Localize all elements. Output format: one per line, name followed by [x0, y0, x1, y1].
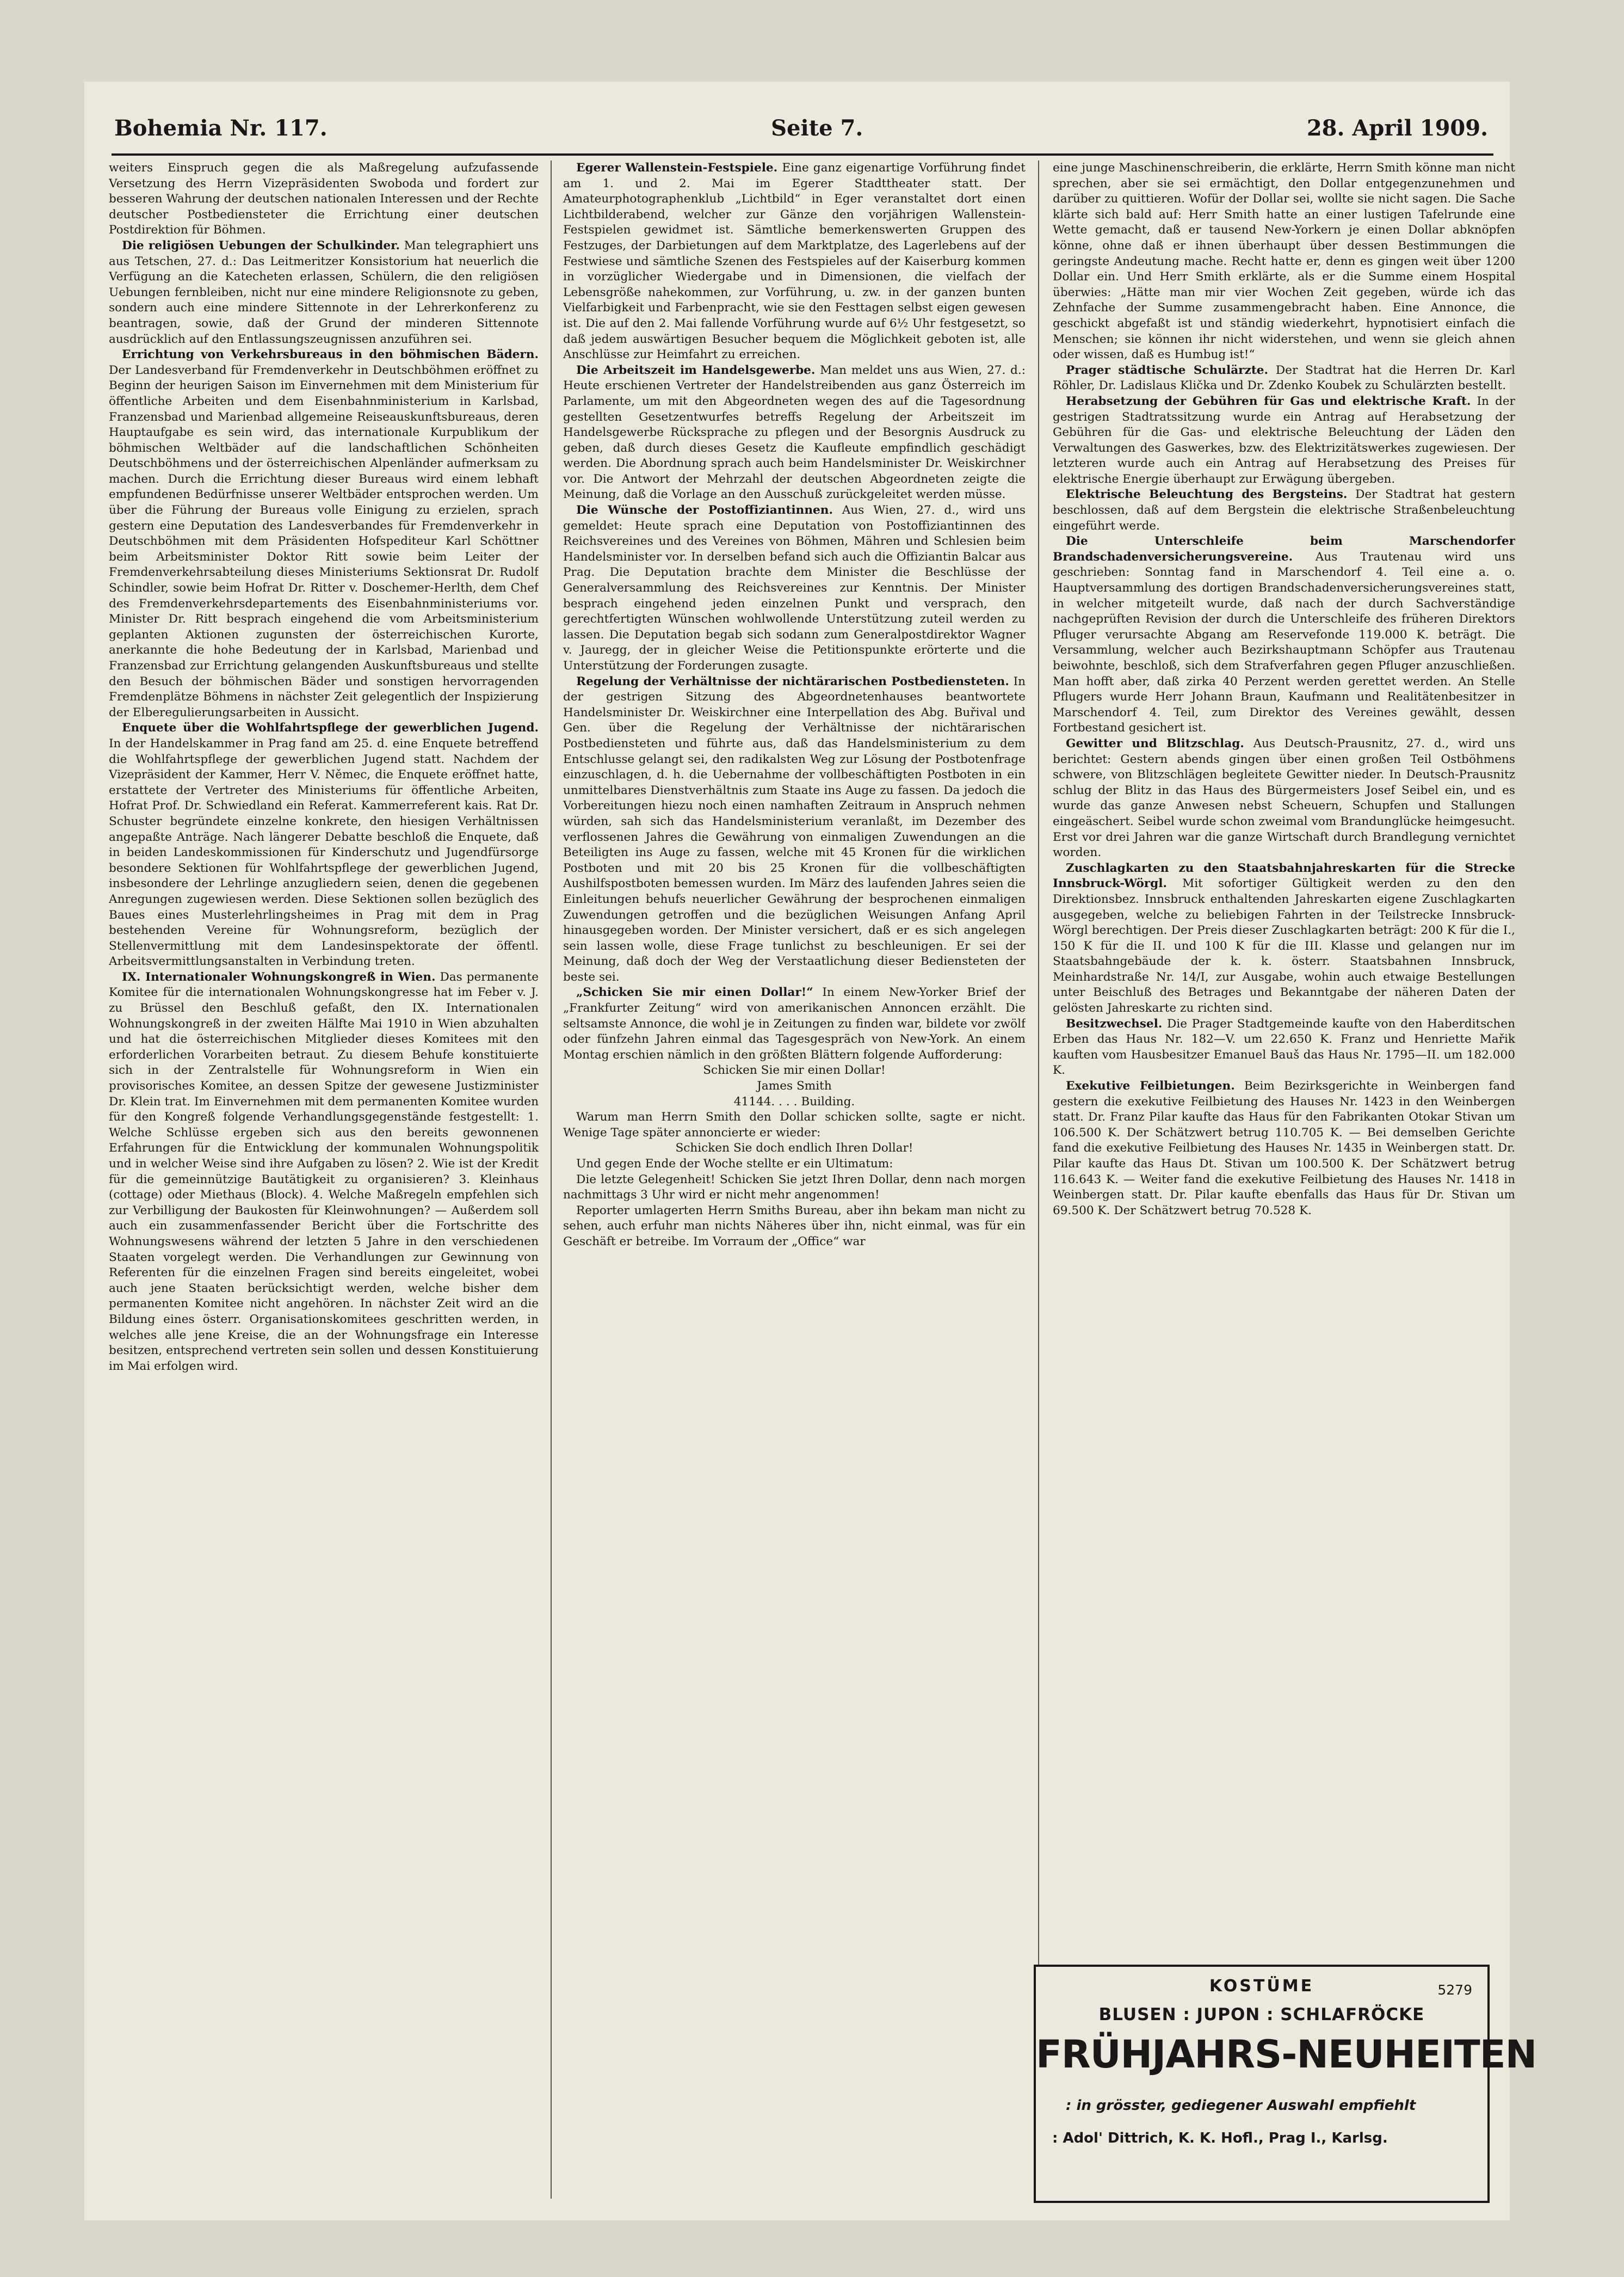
article-text: Mit sofortiger Gültigkeit werden zu den den Direktionsbez. Innsbruck enthaltenden Jahreskarten eigene Zuschlagkarten ausgegeben, welche zu beliebigen Fahrten in der Teilstrecke Innsbruck-Wörgl berechtigen. Der Preis dieser Zuschlagkarten beträgt: 200 K für die I., 150 K für die II. und 100 K für die III. Klasse und gelangen nur im Staatsbahngebäude der k. k. österr. Staatsbahnen Innsbruck, Meinhardstraße Nr. 14/I, zur Ausgabe, wohin auch etwaige Bestellungen unter Beischluß des Betrages und Bekanntgabe der näheren Daten der gelösten Jahreskarte zu richten sind.: [1053, 877, 1515, 1016]
advert-merchant: : Adol' Dittrich, K. K. Hofl., Prag I., Karlsg.: [1052, 2130, 1388, 2146]
article-headline: Die religiösen Uebungen der Schulkinder.: [122, 238, 400, 253]
quoted-ad-line: Schicken Sie mir einen Dollar!: [703, 1063, 886, 1078]
article-headline: Die Arbeitszeit im Handelsgewerbe.: [576, 363, 816, 377]
quoted-ad-line: James Smith: [757, 1079, 832, 1093]
article-text: Eine ganz eigenartige Vorführung findet am 1. und 2. Mai im Egerer Stadttheater statt. Der Amateurphotographenklub „Lichtbild“ in Eger veranstaltet dort einen Lichtbilderabend, welcher zur Gänze den vorjährigen Wallenstein-Festspielen gewidmet ist. Sämtliche bemerkenswerten Gruppen des Festzuges, der Darbietungen auf dem Marktplatze, des Lagerlebens auf der Festwiese und sämtliche Szenen des Festspieles auf der Kaiserburg kommen in vorzüglicher Wiedergabe und in Dimensionen, die vielfach der Lebensgröße nahekommen, zur Vorführung, u. zw. in der ganzen bunten Vielfarbigkeit und Farbenpracht, wie sie den Festtagen selbst eigen gewesen ist. Die auf den 2. Mai fallende Vorführung wurde auf 6½ Uhr festgesetzt, so daß jedem auswärtigen Besucher bequem die Möglichkeit geboten ist, alle Anschlüsse zur Heimfahrt zu erreichen.: [563, 161, 1026, 362]
article-text: weiters Einspruch gegen die als Maßregelung aufzufassende Versetzung des Herrn Vizepräsidenten Swoboda und fordert zur besseren Wahrung der deutschen nationalen Interessen und der Rechte deutscher Postbediensteter die Errichtung einer deutschen Postdirektion für Böhmen.: [109, 161, 539, 237]
article-text: Man meldet uns aus Wien, 27. d.: Heute erschienen Vertreter der Handelstreibenden aus ganz Österreich im Parlamente, um mit den Abgeordneten wegen des auf die Tagesordnung gestellten Gesetzentwurfes betreffs Regelung der Arbeitszeit im Handelsgewerbe Rücksprache zu pflegen und der Besorgnis Ausdruck zu geben, daß durch dieses Gesetz die Kaufleute empfindlich geschädigt werden. Die Abordnung sprach auch beim Handelsminister Dr. Weiskirchner vor. Die Antwort der Mehrzahl der deutschen Abgeordneten zeigte die Meinung, daß die Vorlage an den Ausschuß zurückgeleitet werden müsse.: [563, 363, 1026, 502]
article-headline: Besitzwechsel.: [1066, 1017, 1163, 1031]
newspaper-page: [84, 82, 1537, 2220]
article-text: Reporter umlagerten Herrn Smiths Bureau, aber ihn bekam man nicht zu sehen, auch erfuhr man nichts Näheres über ihn, nicht einmal, was für ein Geschäft er betreibe. Im Vorraum der „Office“ war: [563, 1203, 1026, 1248]
article-text: Der Stadtrat hat gestern beschlossen, daß auf dem Bergstein die elektrische Straßenbeleuchtung eingeführt werde.: [1053, 488, 1515, 533]
article-text: Der Stadtrat hat die Herren Dr. Karl Röhler, Dr. Ladislaus Klička und Dr. Zdenko Koubek zu Schulärzten bestellt.: [1053, 363, 1515, 393]
article-headline: Herabsetzung der Gebühren für Gas und elektrische Kraft.: [1066, 394, 1471, 408]
header-rule: [112, 153, 1493, 156]
article-text: In der Handelskammer in Prag fand am 25. d. eine Enquete betreffend die Wohlfahrtspflege der gewerblichen Jugend statt. Nachdem der Vizepräsident der Kammer, Herr V. Němec, die Enquete eröffnet hatte, erstattete der Vertreter des Ministeriums für öffentliche Arbeiten, Hofrat Prof. Dr. Schwiedland ein Referat. Kammerreferent kais. Rat Dr. Schuster begründete einzelne konkrete, den hiesigen Verhältnissen angepaßte Anträge. Nach längerer Debatte beschloß die Enquete, daß in beiden Landeskommissionen für Kinderschutz und Jugendfürsorge besondere Sektionen für Wohlfahrtspflege der gewerblichen Jugend, insbesondere der Lehrlinge anzugliedern seien, denen die gegebenen Anregungen zugewiesen werden. Diese Sektionen sollen bezüglich des Baues eines Musterlehrlingsheimes in Prag mit dem in Prag bestehenden Vereine für Wohnungsreform, bezüglich der Stellenvermittlung mit dem Landesinspektorate der öffentl. Arbeitsvermittlungsanstalten in Verbindung treten.: [109, 736, 539, 969]
article-columns: [109, 161, 1537, 2199]
article-text: Das permanente Komitee für die internationalen Wohnungskongresse hat im Feber v. J. zu Brüssel den Beschluß gefaßt, den IX. Internationalen Wohnungskongreß in der zweiten Hälfte Mai 1910 in Wien abzuhalten und hat die österreichischen Mitglieder dieses Komitees mit den erforderlichen Vorarbeiten betraut. Zu diesem Behufe konstituierte sich in der Zentralstelle für Wohnungsreform in Wien ein provisorisches Komitee, an dessen Spitze der gewesene Justizminister Dr. Klein trat. Im Einvernehmen mit dem permanenten Komitee wurden für den Kongreß folgende Verhandlungsgegenstände festgestellt: 1. Welche Schlüsse ergeben sich aus den bereits gewonnenen Erfahrungen für die Entwicklung der kommunalen Wohnungspolitik und in welcher Weise sind ihre Aufgaben zu lösen? 2. Wie ist der Kredit für die gemeinnützige Bautätigkeit zu organisieren? 3. Kleinhaus (cottage) oder Miethaus (Block). 4. Welche Maßregeln empfehlen sich zur Verbilligung der Baukosten für Kleinwohnungen? — Außerdem soll auch ein zusammenfassender Bericht über die Fortschritte des Wohnungswesens während der letzten 5 Jahre in den verschiedenen Staaten vorgelegt werden. Die Verhandlungen zur Gewinnung von Referenten für die einzelnen Fragen sind bereits eingeleitet, wobei auch jene Staaten berücksichtigt werden, welche bisher dem permanenten Komitee nicht angehören. In nächster Zeit wird an die Bildung eines österr. Organisationskomitees geschritten werden, in welches alle jene Kreise, die an der Wohnungsfrage ein Interesse besitzen, entsprechend vertreten sein sollen und dessen Konstituierung im Mai erfolgen wird.: [109, 970, 539, 1373]
advert-headline: FRÜHJAHRS-NEUHEITEN: [1036, 2032, 1537, 2077]
article-headline: Zuschlagkarten zu den Staatsbahnjahreskarten für die Strecke Innsbruck-Wörgl.: [1053, 861, 1515, 891]
advert-products: BLUSEN : JUPON : SCHLAFRÖCKE: [1098, 2005, 1425, 2024]
column-divider: [1038, 161, 1039, 2199]
article-text: In der gestrigen Stadtratssitzung wurde ein Antrag auf Herabsetzung der Gebühren für die Gas- und elektrische Beleuchtung der Läden den Verwaltungen des Gaswerkes, bzw. des Elektrizitätswerkes zugewiesen. Der letzteren wurde auch ein Antrag auf Herabsetzung des Preises für elektrische Energie überhaupt zur Erwägung übergeben.: [1053, 394, 1515, 486]
article-text: Aus Wien, 27. d., wird uns gemeldet: Heute sprach eine Deputation von Postoffiziantinnen des Reichsvereines und des Vereines von Böhmen, Mähren und Schlesien beim Handelsminister vor. In derselben befand sich auch die Offiziantin Balcar aus Prag. Die Deputation brachte dem Minister die Beschlüsse der Generalversammlung des Reichsvereines zur Kenntnis. Der Minister besprach eingehend jeden einzelnen Punkt und versprach, den gerechtfertigten Wünschen wohlwollende Unterstützung zuteil werden zu lassen. Die Deputation begab sich sodann zum Generalpostdirektor Wagner v. Jauregg, der in gleicher Weise die Petitionspunkte erörterte und die Unterstützung der Forderungen zusagte.: [563, 503, 1026, 673]
column-2: [563, 161, 1026, 2199]
column-3: [1053, 161, 1515, 2199]
article-text: eine junge Maschinenschreiberin, die erklärte, Herrn Smith könne man nicht sprechen, aber sie sei ermächtigt, den Dollar entgegenzunehmen und darüber zu quittieren. Wofür der Dollar sei, wollte sie nicht sagen. Die Sache klärte sich bald auf: Herr Smith hatte an einer lustigen Tafelrunde eine Wette gemacht, daß er tausend New-Yorkern je einen Dollar abknöpfen könne, ohne daß er ihnen überhaupt über dessen Bestimmungen die geringste Andeutung mache. Recht hatte er, denn es gingen weit über 1200 Dollar ein. Und Herr Smith erklärte, als er die Summe einem Hospital überwies: „Hätte man mir vier Wochen Zeit gegeben, würde ich das Zehnfache der Summe zusammengebracht haben. Eine Annonce, die geschickt abgefaßt ist und ständig wiederkehrt, hypnotisiert einfach die Menschen; sie können ihr nicht widerstehen, und wenn sie gleich ahnen oder wissen, daß es Humbug ist!“: [1053, 161, 1515, 362]
article-headline: „Schicken Sie mir einen Dollar!“: [576, 986, 813, 1000]
header-date: 28. April 1909.: [1306, 115, 1488, 141]
article-headline: Egerer Wallenstein-Festspiele.: [576, 161, 778, 175]
article-text: In der gestrigen Sitzung des Abgeordnetenhauses beantwortete Handelsminister Dr. Weiskirchner eine Interpellation des Abg. Buřival und Gen. über die Regelung der Verhältnisse der nichtärarischen Postbediensteten und führte aus, daß das Handelsministerium zu dem Entschlusse gelangt sei, den radikalsten Weg zur Lösung der Postbotenfrage einzuschlagen, d. h. die Uebernahme der vollbeschäftigten Postboten in ein unmittelbares Dienstverhältnis zum Staate ins Auge zu fassen. Da jedoch die Vorbereitungen hiezu noch einen namhaften Zeitraum in Anspruch nehmen würden, sah sich das Handelsministerium veranlaßt, im Dezember des verflossenen Jahres die Gewährung von einmaligen Zuwendungen an die Beteiligten ins Auge zu fassen, welche mit 45 Kronen für die wirklichen Postboten und mit 20 bis 25 Kronen für die vollbeschäftigten Aushilfspostboten bemessen wurden. Im März des laufenden Jahres seien die Einleitungen behufs neuerlicher Gewährung der besprochenen einmaligen Zuwendungen getroffen und die bezüglichen Weisungen Anfang April hinausgegeben worden. Der Minister versichert, daß er es sich angelegen sein lassen wolle, diese Frage tunlichst zu beschleunigen. Er sei der Meinung, daß doch der Weg der Verstaatlichung dieser Bediensteten der beste sei.: [563, 674, 1026, 984]
column-1: [109, 161, 539, 2199]
quoted-ad-line: Schicken Sie doch endlich Ihren Dollar!: [675, 1141, 913, 1155]
article-headline: Die Wünsche der Postoffiziantinnen.: [576, 503, 833, 518]
header-publication: Bohemia Nr. 117.: [114, 115, 328, 141]
page-header: [114, 115, 1488, 148]
article-text: Beim Bezirksgerichte in Weinbergen fand gestern die exekutive Feilbietung des Hauses Nr. 1423 in den Weinbergen statt. Dr. Franz Pilar kaufte das Haus für den Fabrikanten Otokar Stivan um 106.500 K. Der Schätzwert betrug 110.705 K. — Bei demselben Gerichte fand die exekutive Feilbietung des Hauses Nr. 1435 in Weinbergen statt. Dr. Pilar kaufte das Haus Dt. Stivan um 100.500 K. Der Schätzwert betrug 116.643 K. — Weiter fand die exekutive Feilbietung des Hauses Nr. 1418 in Weinbergen statt. Dr. Pilar kaufte ebenfalls das Haus für Dr. Stivan um 69.500 K. Der Schätzwert betrug 70.528 K.: [1053, 1079, 1515, 1217]
advertisement-box: [1034, 1965, 1537, 2203]
article-text: Warum man Herrn Smith den Dollar schicken sollte, sagte er nicht. Wenige Tage später annoncierte er wieder:: [563, 1110, 1026, 1140]
article-headline: Prager städtische Schulärzte.: [1066, 363, 1269, 377]
article-headline: Exekutive Feilbietungen.: [1066, 1079, 1235, 1093]
article-text: Und gegen Ende der Woche stellte er ein Ultimatum:: [576, 1157, 893, 1171]
article-text: Die letzte Gelegenheit! Schicken Sie jetzt Ihren Dollar, denn nach morgen nachmittags 3 Uhr wird er nicht mehr angenommen!: [563, 1172, 1026, 1202]
article-headline: Elektrische Beleuchtung des Bergsteins.: [1066, 488, 1348, 502]
article-headline: Regelung der Verhältnisse der nichtärarischen Postbediensteten.: [576, 674, 1009, 688]
article-text: Die Prager Stadtgemeinde kaufte von den Haberditschen Erben das Haus Nr. 182—V. um 22.650 K. Franz und Henriette Mařik kauften vom Hausbesitzer Emanuel Bauš das Haus Nr. 1795—II. um 182.000 K.: [1053, 1017, 1515, 1078]
article-text: Aus Deutsch-Prausnitz, 27. d., wird uns berichtet: Gestern abends gingen über einen großen Teil Ostböhmens schwere, von Blitzschlägen begleitete Gewitter nieder. In Deutsch-Prausnitz schlug der Blitz in das Haus des Bürgermeisters Josef Seibel ein, und es wurde das ganze Anwesen nebst Scheuern, Schupfen und Stallungen eingeäschert. Seibel wurde schon zweimal vom Brandunglücke heimgesucht. Erst vor drei Jahren war die ganze Wirtschaft durch Brandlegung vernichtet worden.: [1053, 736, 1515, 860]
quoted-ad-line: 41144. . . . Building.: [733, 1094, 855, 1109]
article-text: Aus Trautenau wird uns geschrieben: Sonntag fand in Marschendorf 4. Teil eine a. o. Hauptversammlung des dortigen Brandschadenversicherungsvereines statt, in welcher mitgeteilt wurde, daß nach der durch Sachverständige nachgeprüften Revision der durch die Unterschleife des früheren Direktors Pfluger verursachte Abgang am Reservefonde 119.000 K. beträgt. Die Versammlung, welcher auch Bezirkshauptmann Schöpfer aus Trautenau beiwohnte, beschloß, sich dem Strafverfahren gegen Pfluger anzuschließen. Man hofft aber, daß zirka 40 Perzent werden gerettet werden. An Stelle Pflugers wurde Herr Johann Braun, Kaufmann und Realitätenbesitzer in Marschendorf 4. Teil, zum Direktor des Vereines gewählt, dessen Fortbestand gesichert ist.: [1053, 550, 1515, 735]
article-text: Der Landesverband für Fremdenverkehr in Deutschböhmen eröffnet zu Beginn der heurigen Saison im Einvernehmen mit dem Ministerium für öffentliche Arbeiten und dem Eisenbahnministerium in Karlsbad, Franzensbad und Marienbad allgemeine Reiseauskunftsbureaus, deren Hauptaufgabe es sein wird, das internationale Kurpublikum der böhmischen Weltbäder auf die landschaftlichen Schönheiten Deutschböhmens und der österreichischen Alpenländer aufmerksam zu machen. Durch die Errichtung dieser Bureaus wird einem lebhaft empfundenen Bedürfnisse unserer Weltbäder entsprochen werden. Um über die Führung der Bureaus volle Einigung zu erzielen, sprach gestern eine Deputation des Landesverbandes für Fremdenverkehr in Deutschböhmen mit dem Präsidenten Hofspediteur Karl Schöttner beim Arbeitsminister Doktor Ritt sowie beim Leiter der Fremdenverkehrsabteilung dieses Ministeriums Sektionsrat Dr. Rudolf Schindler, sowie beim Hofrat Dr. Ritter v. Doschemer-Herlth, dem Chef des Fremdenverkehrsdepartements des Eisenbahnministeriums vor. Minister Dr. Ritt besprach eingehend die vom Arbeitsministerium geplanten Aktionen zugunsten der österreichischen Kurorte, anerkannte die hohe Bedeutung der in Karlsbad, Marienbad und Franzensbad zur Errichtung gelangenden Auskunftsbureaus und stellte den Besuch der böhmischen Bäder und sonstigen hervorragenden Fremdenplätze Böhmens in nächster Zeit gelegentlich der Inspizierung der Elberegulierungsarbeiten in Aussicht.: [109, 363, 539, 719]
article-text: In einem New-Yorker Brief der „Frankfurter Zeitung“ wird von amerikanischen Annoncen erzählt. Die seltsamste Annonce, die wohl je in Zeitungen zu finden war, bildete vor zwölf oder fünfzehn Jahren einmal das Tagesgespräch von New-York. An einem Montag erschien nämlich in den größten Blättern folgende Aufforderung:: [563, 986, 1026, 1062]
advert-tagline: : in grösster, gediegener Auswahl empfiehlt: [1066, 2097, 1416, 2114]
article-headline: IX. Internationaler Wohnungskongreß in Wien.: [122, 970, 436, 984]
article-text: Man telegraphiert uns aus Tetschen, 27. d.: Das Leitmeritzer Konsistorium hat neuerlich die Verfügung an die Katecheten erlassen, Schülern, die den religiösen Uebungen fernbleiben, nicht nur eine mindere Religionsnote zu geben, sondern auch eine mindere Sittennote in der Lehrerkonferenz zu beantragen, sowie, daß der Grund der minderen Sittennote ausdrücklich auf den Entlassungszeugnissen anzuführen sei.: [109, 238, 539, 346]
column-divider: [551, 161, 552, 2199]
article-headline: Die Unterschleife beim Marschendorfer Brandschadenversicherungsvereine.: [1053, 534, 1515, 564]
article-headline: Enquete über die Wohlfahrtspflege der gewerblichen Jugend.: [122, 721, 539, 735]
article-headline: Gewitter und Blitzschlag.: [1066, 736, 1244, 750]
header-page-number: Seite 7.: [771, 115, 863, 141]
article-headline: Errichtung von Verkehrsbureaus in den böhmischen Bädern.: [122, 348, 539, 362]
advert-costumes: KOSTÜME: [1209, 1977, 1314, 1996]
advert-number: 5279: [1437, 1982, 1472, 1998]
